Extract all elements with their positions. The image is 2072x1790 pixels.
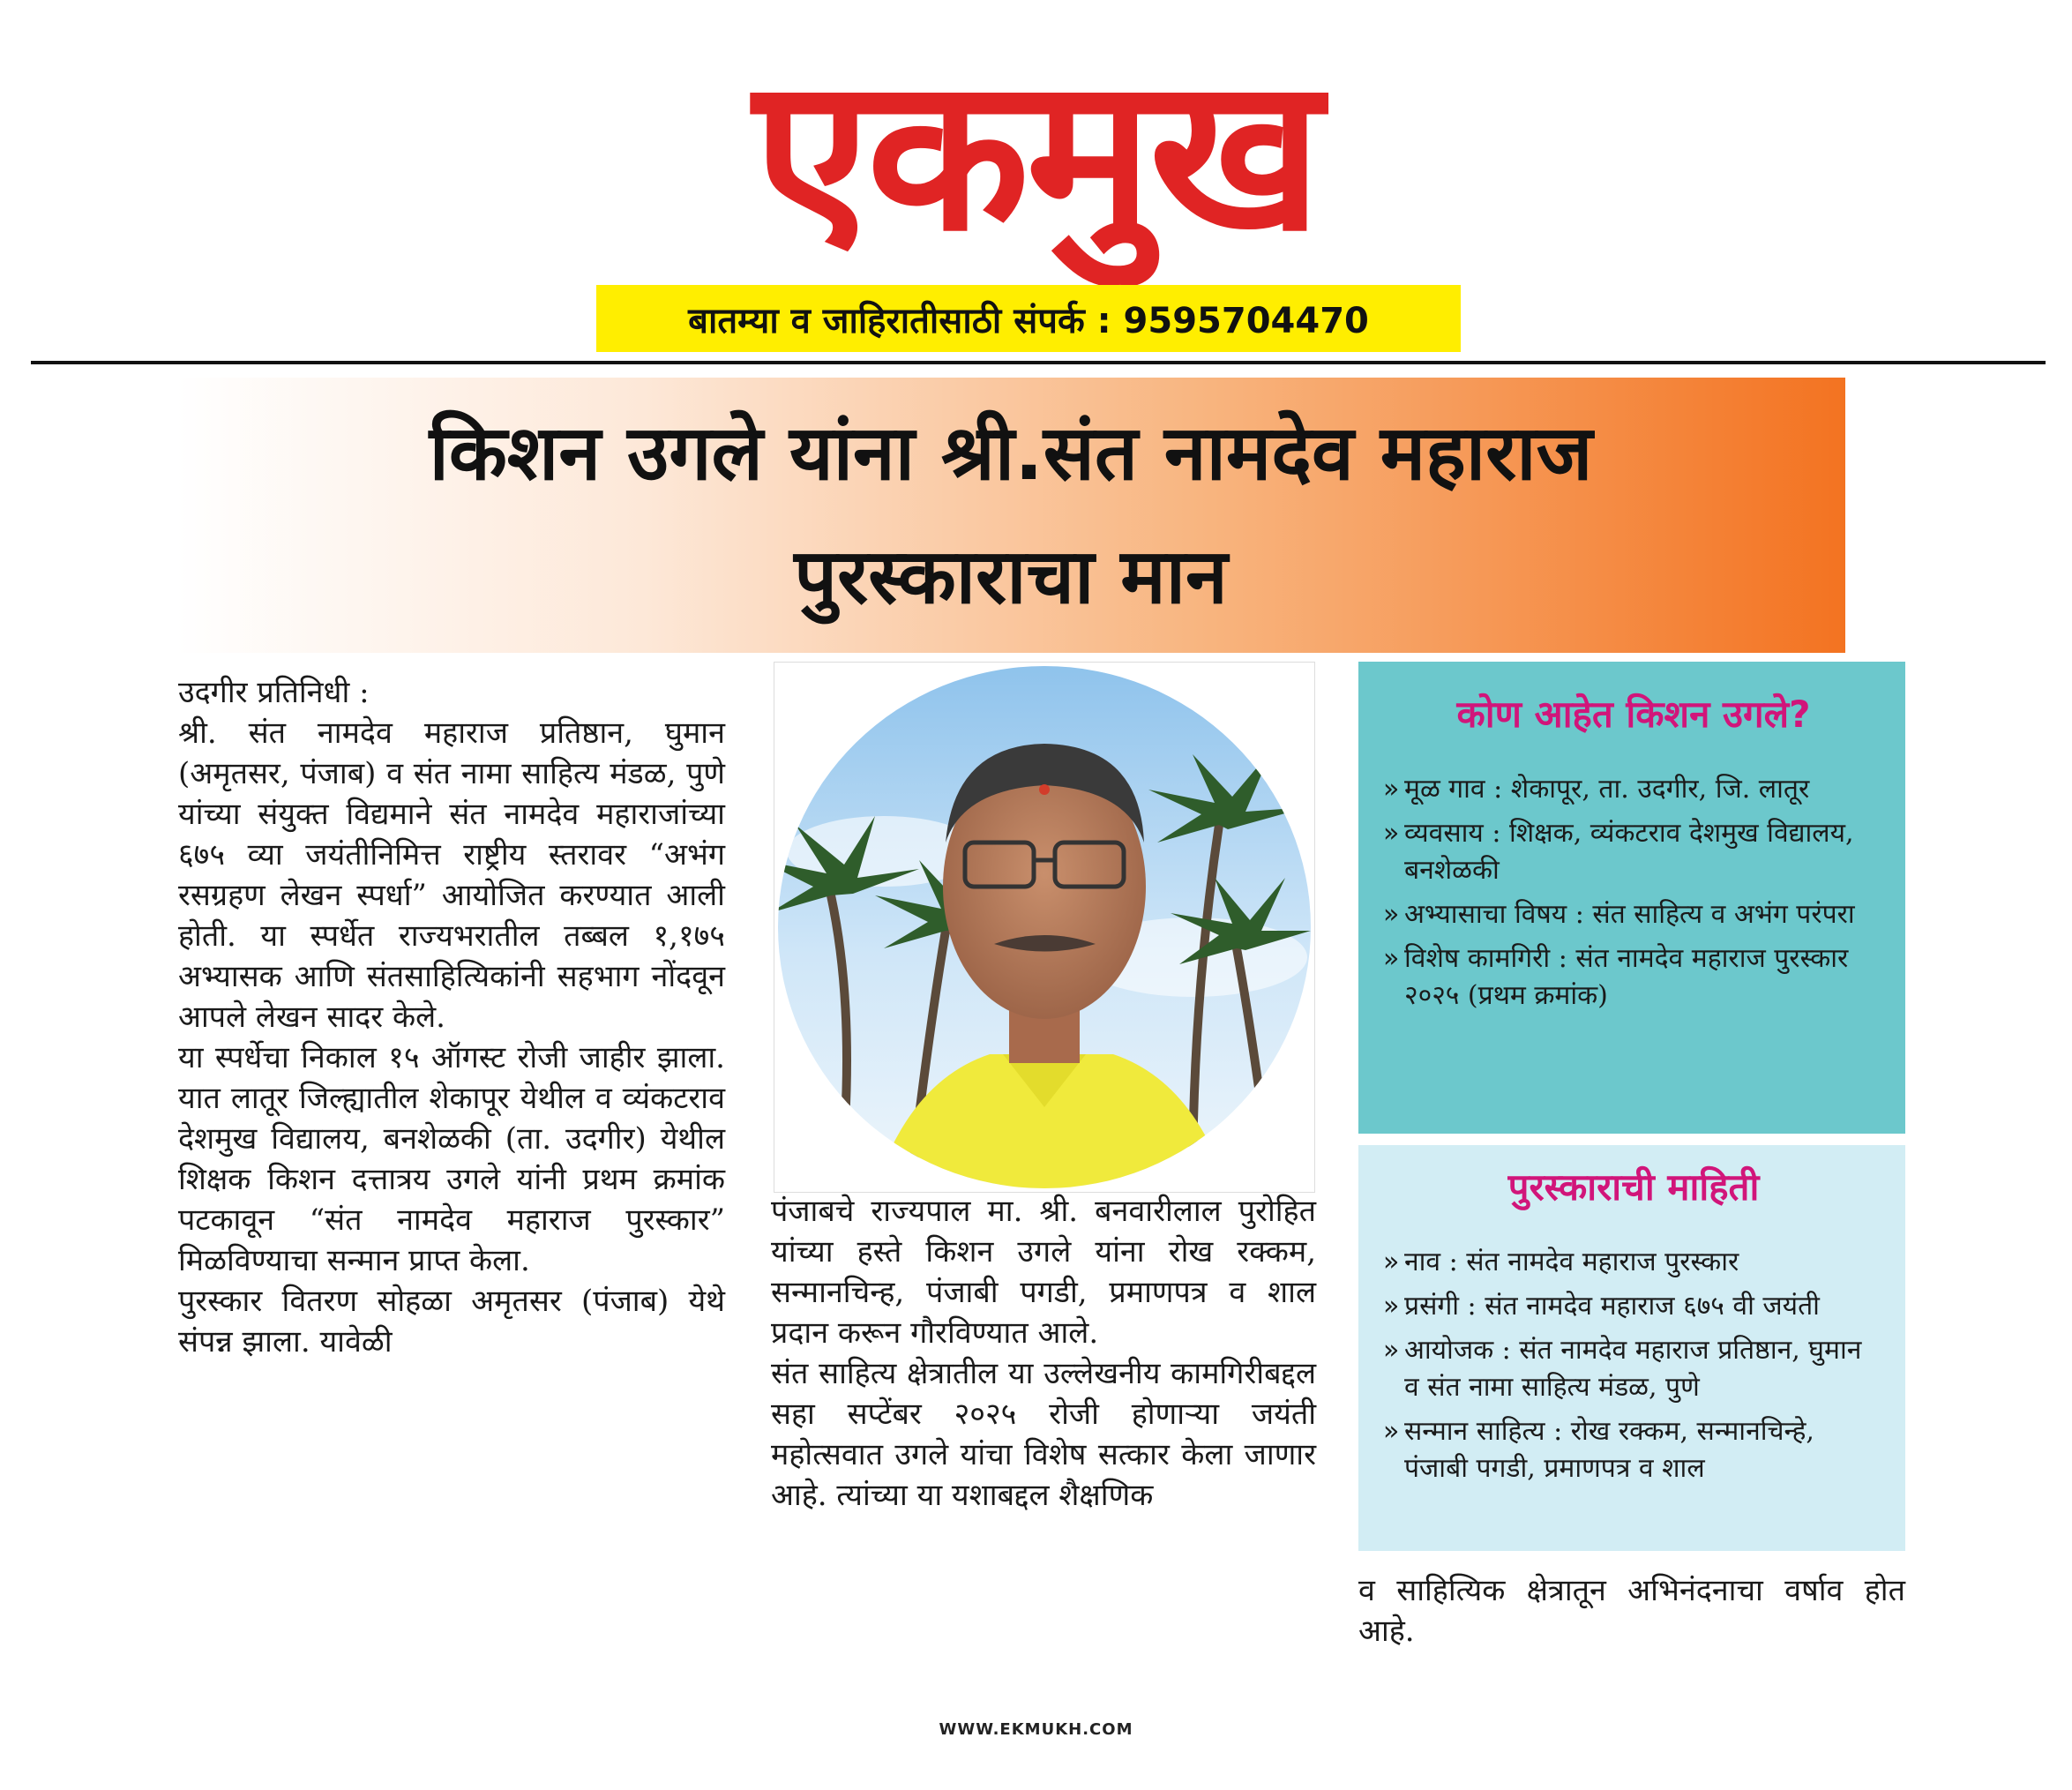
info-item: » सन्मान साहित्य : रोख रक्कम, सन्मानचिन्हे, पंजाबी पगडी, प्रमाणपत्र व शाल (1383, 1413, 1884, 1487)
headline-line-2: पुरस्काराचा मान (794, 533, 1228, 621)
bullet-mark: » (1383, 774, 1400, 805)
bullet-mark: » (1383, 1247, 1400, 1277)
info-box-title: पुरस्काराची माहिती (1507, 1165, 1760, 1209)
headline-line-1: किशन उगले यांना श्री.संत नामदेव महाराज (429, 409, 1593, 498)
headline-band (176, 378, 1845, 653)
bullet-mark: » (1383, 818, 1400, 849)
article-paragraph: या स्पर्धेचा निकाल १५ ऑगस्ट रोजी जाहीर झाला. यात लातूर जिल्ह्यातील शेकापूर येथील व व्यंकटराव देशमुख विद्यालय, बनशेळकी (ता. उदगीर) येथील शिक्षक किशन दत्तात्रय उगले यांनी प्रथम क्रमांक पटकावून “संत नामदेव महाराज पुरस्कार” मिळविण्याचा सन्मान प्राप्त केला. (178, 1040, 725, 1278)
info-item: » व्यवसाय : शिक्षक, व्यंकटराव देशमुख विद्यालय, बनशेळकी (1383, 815, 1884, 889)
info-box-profile (1358, 662, 1905, 1134)
info-box-award (1358, 1145, 1905, 1551)
masthead-logo: एकमुख (753, 31, 1319, 278)
bullet-mark: » (1383, 1335, 1400, 1366)
photo-frame (774, 662, 1315, 1193)
article-paragraph: पंजाबचे राज्यपाल मा. श्री. बनवारीलाल पुरोहित यांच्या हस्ते किशन उगले यांना रोख रक्कम, सन्मानचिन्ह, पंजाबी पगडी, प्रमाणपत्र व शाल प्रदान करून गौरविण्यात आले. (771, 1194, 1316, 1351)
contact-bar (596, 285, 1461, 352)
article-column-right (1358, 1570, 1905, 1651)
article-paragraph: श्री. संत नामदेव महाराज प्रतिष्ठान, घुमान (अमृतसर, पंजाब) व संत नामा साहित्य मंडळ, पुणे यांच्या संयुक्त विद्यमाने संत नामदेव महाराजांच्या ६७५ व्या जयंतीनिमित्त राष्ट्रीय स्तरावर “अभंग रसग्रहण लेखन स्पर्धा” आयोजित करण्यात आली होती. या स्पर्धेत राज्यभरातील तब्बल १,१७५ अभ्यासक आणि संतसाहित्यिकांनी सहभाग नोंदवून आपले लेखन सादर केले. (178, 715, 725, 1035)
article-paragraph: पुरस्कार वितरण सोहळा अमृतसर (पंजाब) येथे संपन्न झाला. यावेळी (178, 1284, 725, 1359)
bullet-mark: » (1383, 943, 1400, 974)
masthead (0, 31, 2072, 278)
portrait-photo (778, 666, 1311, 1188)
info-item: » अभ्यासाचा विषय : संत साहित्य व अभंग परंपरा (1383, 896, 1884, 933)
bullet-mark: » (1383, 1291, 1400, 1322)
info-box-title: कोण आहेत किशन उगले? (1456, 693, 1811, 736)
bullet-mark: » (1383, 899, 1400, 930)
article-column-left (178, 672, 725, 1362)
info-item: » मूळ गाव : शेकापूर, ता. उदगीर, जि. लातूर (1383, 771, 1884, 808)
info-item: » आयोजक : संत नामदेव महाराज प्रतिष्ठान, घुमान व संत नामा साहित्य मंडळ, पुणे (1383, 1332, 1884, 1406)
info-item: » प्रसंगी : संत नामदेव महाराज ६७५ वी जयंती (1383, 1288, 1884, 1325)
footer-url: WWW.EKMUKH.COM (939, 1720, 1133, 1739)
article-column-middle (771, 1191, 1316, 1516)
dateline: उदगीर प्रतिनिधी : (178, 675, 370, 710)
article-paragraph: संत साहित्य क्षेत्रातील या उल्लेखनीय कामगिरीबद्दल सहा सप्टेंबर २०२५ रोजी होणाऱ्या जयंती महोत्सवात उगले यांचा विशेष सत्कार केला जाणार आहे. त्यांच्या या यशाबद्दल शैक्षणिक (771, 1356, 1316, 1513)
bullet-mark: » (1383, 1416, 1400, 1447)
article-paragraph: व साहित्यिक क्षेत्रातून अभिनंदनाचा वर्षाव होत आहे. (1358, 1573, 1905, 1649)
info-item: » नाव : संत नामदेव महाराज पुरस्कार (1383, 1244, 1884, 1281)
info-item: » विशेष कामगिरी : संत नामदेव महाराज पुरस्कार २०२५ (प्रथम क्रमांक) (1383, 940, 1884, 1015)
contact-text: बातम्या व जाहिरातीसाठी संपर्क : 9595704470 (688, 300, 1369, 341)
header-rule (31, 361, 2046, 364)
